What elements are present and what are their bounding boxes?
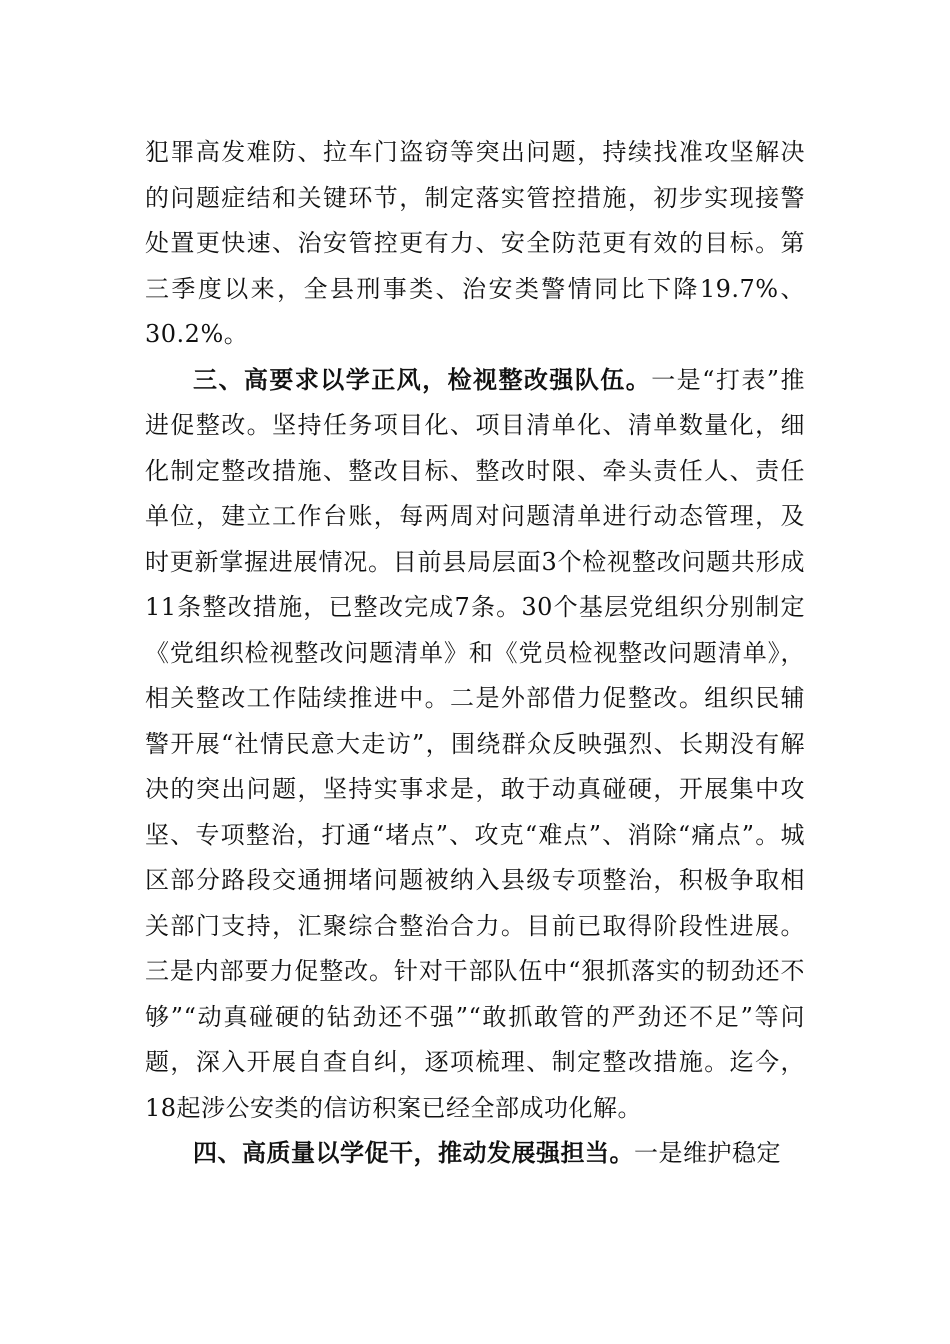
section-heading: 四、高质量以学促干，推动发展强担当。 [193,1139,634,1167]
document-body [145,130,805,1177]
paragraph-text: 一是维护稳定 [634,1139,781,1167]
paragraph-text: 犯罪高发难防、拉车门盗窃等突出问题，持续找准攻坚解决的问题症结和关键环节，制定落实管控措施，初步实现接警处置更快速、治安管控更有力、安全防范更有效的目标。第三季度以来，全县刑事类、治安类警情同比下降19.7%、30.2%。 [145,138,805,348]
paragraph-section-three [145,358,805,1132]
paragraph-section-four [145,1131,805,1177]
paragraph-text: 一是“打表”推进促整改。坚持任务项目化、项目清单化、清单数量化，细化制定整改措施、整改目标、整改时限、牵头责任人、责任单位，建立工作台账，每两周对问题清单进行动态管理，及时更新掌握进展情况。目前县局层面3个检视整改问题共形成11条整改措施，已整改完成7条。30个基层党组织分别制定《党组织检视整改问题清单》和《党员检视整改问题清单》，相关整改工作陆续推进中。二是外部借力促整改。组织民辅警开展“社情民意大走访”，围绕群众反映强烈、长期没有解决的突出问题，坚持实事求是，敢于动真碰硬，开展集中攻坚、专项整治，打通“堵点”、攻克“难点”、消除“痛点”。城区部分路段交通拥堵问题被纳入县级专项整治，积极争取相关部门支持，汇聚综合整治合力。目前已取得阶段性进展。三是内部要力促整改。针对干部队伍中“狠抓落实的韧劲还不够”“动真碰硬的钻劲还不强”“敢抓敢管的严劲还不足”等问题，深入开展自查自纠，逐项梳理、制定整改措施。迄今，18起涉公安类的信访积案已经全部成功化解。 [145,365,805,1122]
paragraph-continuation [145,130,805,358]
section-heading: 三、高要求以学正风，检视整改强队伍。 [193,365,652,394]
